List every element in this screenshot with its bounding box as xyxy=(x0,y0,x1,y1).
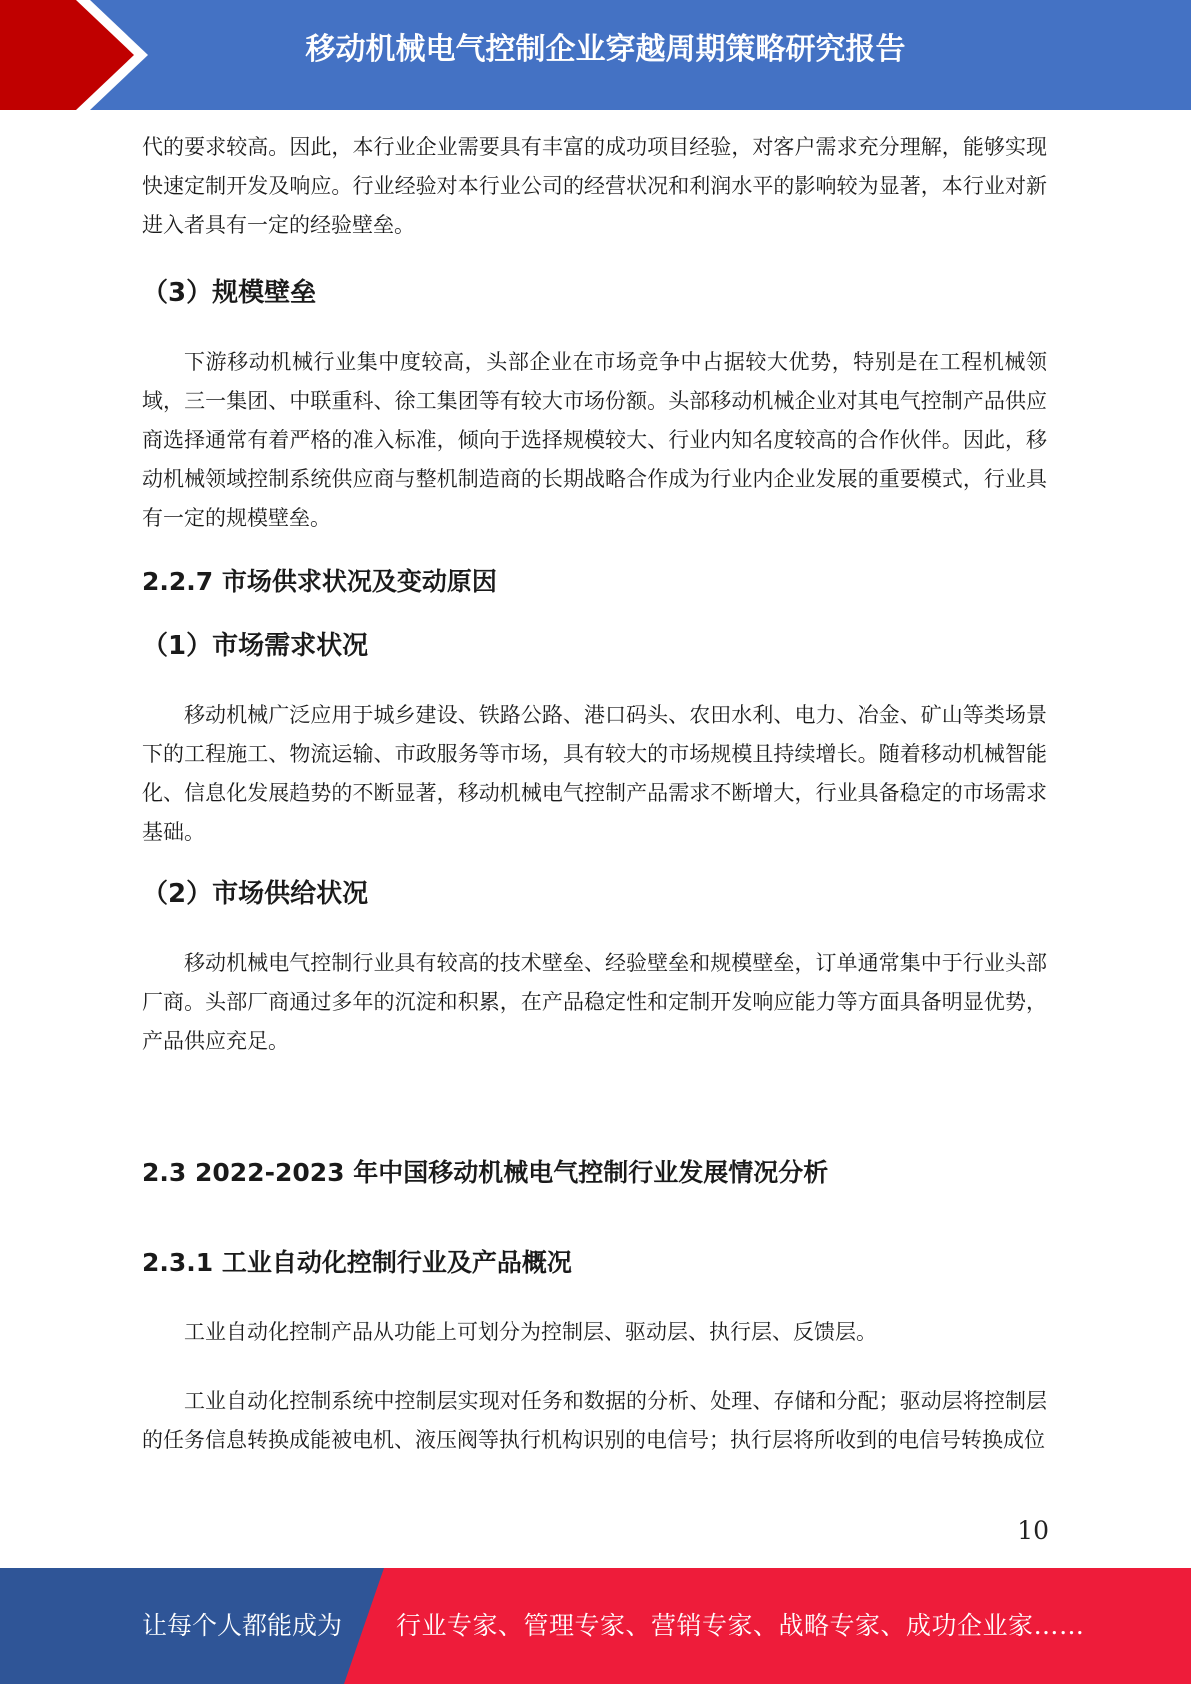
paragraph-experience-barrier-continued: 代的要求较高。因此，本行业企业需要具有丰富的成功项目经验，对客户需求充分理解，能够实现快速定制开发及响应。行业经验对本行业公司的经营状况和利润水平的影响较为显著，本行业对新进入者具有一定的经验壁垒。 xyxy=(142,135,1047,237)
heading-2-3-1: 2.3.1 工业自动化控制行业及产品概况 xyxy=(142,1248,572,1277)
paragraph-control-layers-detail: 工业自动化控制系统中控制层实现对任务和数据的分析、处理、存储和分配；驱动层将控制层的任务信息转换成能被电机、液压阀等执行机构识别的电信号；执行层将所收到的电信号转换成位 xyxy=(142,1389,1047,1452)
heading-market-supply: （2）市场供给状况 xyxy=(142,879,369,909)
page-number: 10 xyxy=(1017,1516,1049,1545)
paragraph-control-layers: 工业自动化控制产品从功能上可划分为控制层、驱动层、执行层、反馈层。 xyxy=(184,1320,877,1344)
heading-2-2-7: 2.2.7 市场供求状况及变动原因 xyxy=(142,567,497,596)
page-header xyxy=(0,0,1191,110)
page-footer xyxy=(0,1568,1191,1684)
footer-slogan-right: 行业专家、管理专家、营销专家、战略专家、成功企业家…… xyxy=(396,1611,1085,1640)
heading-2-3: 2.3 2022-2023 年中国移动机械电气控制行业发展情况分析 xyxy=(142,1158,829,1187)
heading-scale-barrier: （3）规模壁垒 xyxy=(142,278,317,308)
paragraph-market-demand: 移动机械广泛应用于城乡建设、铁路公路、港口码头、农田水利、电力、冶金、矿山等类场景下的工程施工、物流运输、市政服务等市场，具有较大的市场规模且持续增长。随着移动机械智能化、信息化发展趋势的不断显著，移动机械电气控制产品需求不断增大，行业具备稳定的市场需求基础。 xyxy=(142,703,1047,844)
page-content xyxy=(142,128,1047,1460)
heading-market-demand: （1）市场需求状况 xyxy=(142,631,369,661)
paragraph-scale-barrier: 下游移动机械行业集中度较高，头部企业在市场竞争中占据较大优势，特别是在工程机械领域，三一集团、中联重科、徐工集团等有较大市场份额。头部移动机械企业对其电气控制产品供应商选择通常有着严格的准入标准，倾向于选择规模较大、行业内知名度较高的合作伙伴。因此，移动机械领域控制系统供应商与整机制造商的长期战略合作成为行业内企业发展的重要模式，行业具有一定的规模壁垒。 xyxy=(142,350,1047,530)
footer-slogan-left: 让每个人都能成为 xyxy=(142,1611,343,1640)
paragraph-market-supply: 移动机械电气控制行业具有较高的技术壁垒、经验壁垒和规模壁垒，订单通常集中于行业头部厂商。头部厂商通过多年的沉淀和积累，在产品稳定性和定制开发响应能力等方面具备明显优势，产品供应充足。 xyxy=(142,951,1047,1053)
report-title: 移动机械电气控制企业穿越周期策略研究报告 xyxy=(305,32,906,67)
